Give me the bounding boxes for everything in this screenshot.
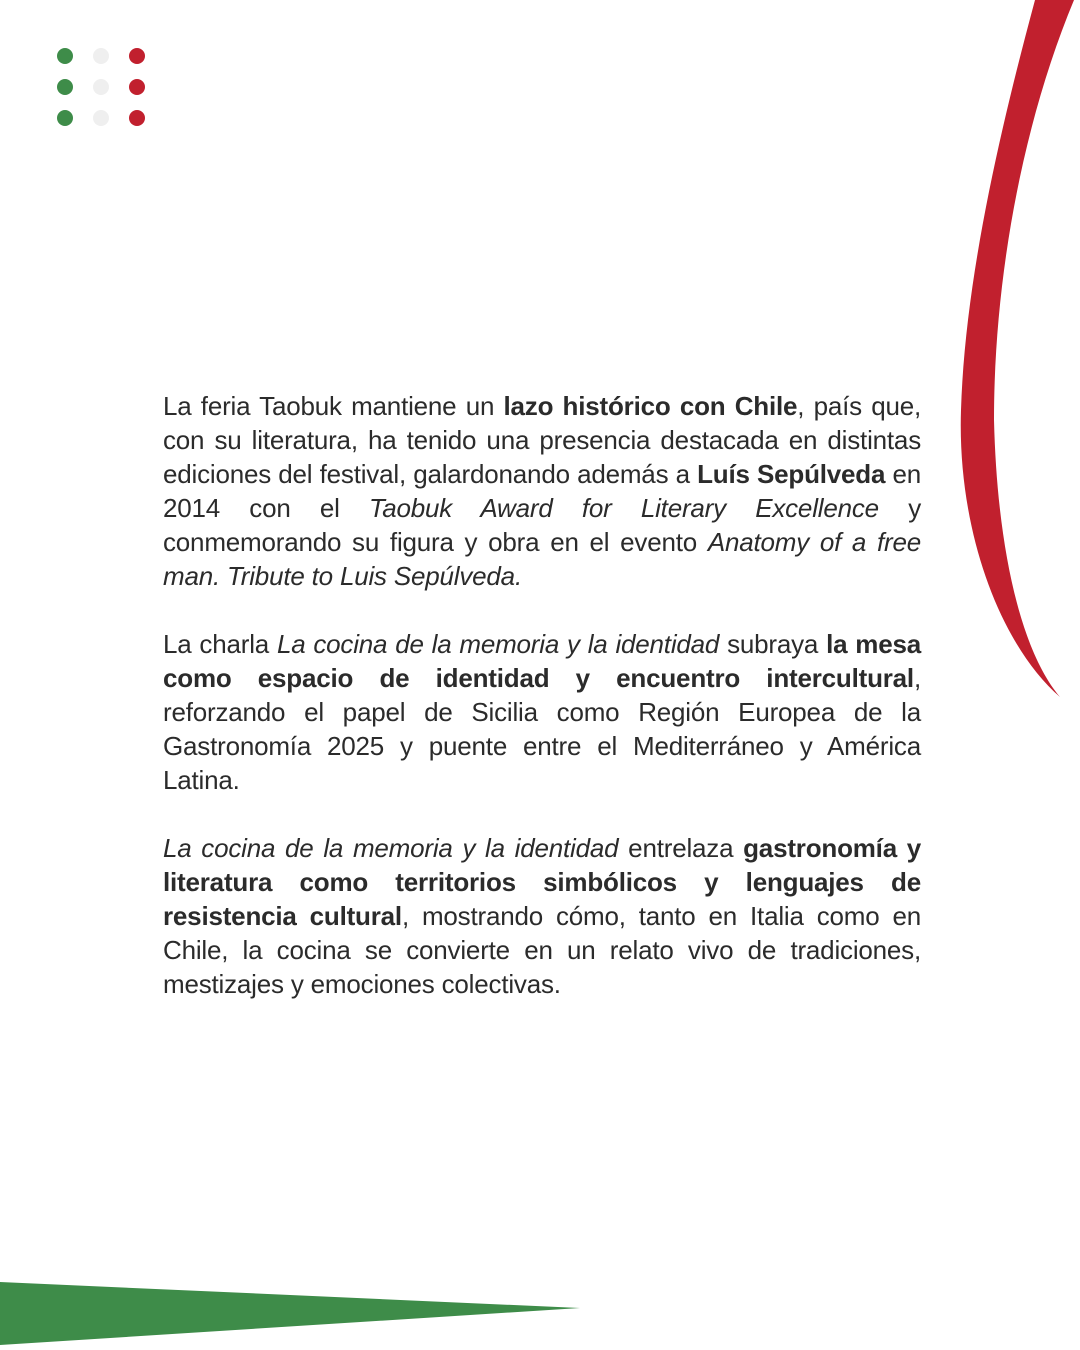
- text-run: la mesa como espacio de identidad y encuentro intercultural: [163, 629, 921, 693]
- text-run: La cocina de la memoria y la identidad: [163, 833, 619, 863]
- text-run: subraya: [719, 629, 827, 659]
- text-run: Taobuk Award for Literary Excellence: [368, 493, 879, 523]
- paragraph-3: [163, 831, 921, 1001]
- dot-light: [93, 48, 109, 64]
- dot-light: [93, 79, 109, 95]
- dots-grid-logo: [57, 48, 145, 126]
- text-run: lazo histórico con Chile: [503, 391, 798, 421]
- green-triangle-shape: [0, 1282, 580, 1345]
- dot-green: [57, 79, 73, 95]
- dot-red: [129, 79, 145, 95]
- paragraph-1: [163, 389, 921, 593]
- text-run: Luís Sepúlveda: [697, 459, 886, 489]
- text-run: La cocina de la memoria y la identidad: [276, 629, 720, 659]
- red-crescent-shape: [961, 0, 1074, 697]
- dot-light: [93, 110, 109, 126]
- text-run: entrelaza: [618, 833, 744, 863]
- text-run: y conmemorando su figura y obra en el evento: [163, 493, 921, 557]
- dot-green: [57, 48, 73, 64]
- text-run: , mostrando cómo, tanto en Italia como en Chile, la cocina se convierte en un relato vivo de tradiciones, mestizajes y emociones colectivas.: [163, 901, 921, 999]
- paragraph-2: [163, 627, 921, 797]
- text-run: La charla: [163, 629, 277, 659]
- dot-red: [129, 110, 145, 126]
- dot-red: [129, 48, 145, 64]
- text-run: en 2014 con el: [163, 459, 922, 523]
- dot-green: [57, 110, 73, 126]
- text-run: , reforzando el papel de Sicilia como Región Europea de la Gastronomía 2025 y puente entre el Mediterráneo y América Latina.: [163, 663, 921, 795]
- text-run: gastronomía y literatura como territorios simbólicos y lenguajes de resistencia cultural: [163, 833, 921, 931]
- text-run: Anatomy of a free man. Tribute to Luis Sepúlveda.: [163, 527, 921, 591]
- text-run: La feria Taobuk mantiene un: [163, 391, 504, 421]
- article-text: [163, 389, 921, 1001]
- text-run: , país que, con su literatura, ha tenido una presencia destacada en distintas ediciones del festival, galardonando además a: [163, 391, 921, 489]
